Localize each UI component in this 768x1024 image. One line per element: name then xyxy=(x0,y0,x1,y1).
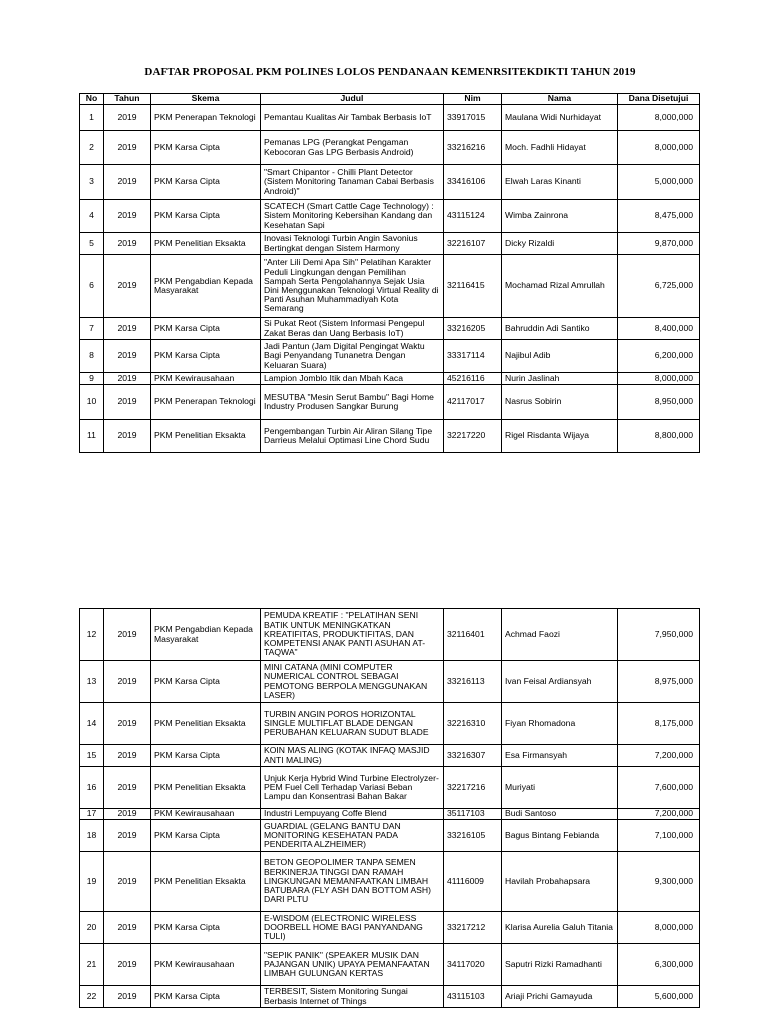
cell-nama: Rigel Risdanta Wijaya xyxy=(502,420,618,453)
table-row xyxy=(80,703,700,745)
cell-judul: "SEPIK PANIK" (SPEAKER MUSIK DAN PAJANGAN UNIK) UPAYA PEMANFAATAN LIMBAH GULUNGAN KERTAS xyxy=(261,944,444,986)
cell-no: 22 xyxy=(80,986,104,1008)
table-row xyxy=(80,944,700,986)
cell-skema: PKM Karsa Cipta xyxy=(151,986,261,1008)
cell-no: 2 xyxy=(80,131,104,165)
cell-judul: E-WISDOM (ELECTRONIC WIRELESS DOORBELL HOME BAGI PANYANDANG TULI) xyxy=(261,912,444,944)
header-no: No xyxy=(80,94,104,105)
cell-skema: PKM Kewirausahaan xyxy=(151,373,261,385)
cell-nim: 41116009 xyxy=(444,852,502,912)
cell-dana: 7,100,000 xyxy=(618,820,700,852)
cell-judul: PEMUDA KREATIF : "PELATIHAN SENI BATIK UNTUK MENINGKATKAN KREATIFITAS, PRODUKTIFITAS, DAN KOMPETENSI ANAK PANTI ASUHAN AT-TAQWA" xyxy=(261,609,444,661)
cell-judul: "Smart Chipantor - Chilli Plant Detector (Sistem Monitoring Tanaman Cabai Berbasis Android)" xyxy=(261,165,444,200)
cell-skema: PKM Penelitian Eksakta xyxy=(151,703,261,745)
table-row xyxy=(80,809,700,820)
table-row xyxy=(80,420,700,453)
cell-tahun: 2019 xyxy=(104,767,151,809)
cell-skema: PKM Penelitian Eksakta xyxy=(151,767,261,809)
cell-nim: 45216116 xyxy=(444,373,502,385)
cell-no: 15 xyxy=(80,745,104,767)
cell-nama: Maulana Widi Nurhidayat xyxy=(502,105,618,131)
cell-judul: MINI CATANA (MINI COMPUTER NUMERICAL CONTROL SEBAGAI PEMOTONG BERPOLA MENGGUNAKAN LASER) xyxy=(261,661,444,703)
cell-dana: 6,200,000 xyxy=(618,340,700,373)
cell-dana: 6,725,000 xyxy=(618,255,700,318)
cell-skema: PKM Karsa Cipta xyxy=(151,340,261,373)
cell-nim: 43115103 xyxy=(444,986,502,1008)
cell-tahun: 2019 xyxy=(104,385,151,420)
cell-skema: PKM Penelitian Eksakta xyxy=(151,852,261,912)
cell-dana: 7,200,000 xyxy=(618,809,700,820)
cell-no: 7 xyxy=(80,318,104,340)
table-row xyxy=(80,745,700,767)
cell-tahun: 2019 xyxy=(104,340,151,373)
cell-tahun: 2019 xyxy=(104,233,151,255)
table-row xyxy=(80,820,700,852)
cell-dana: 8,000,000 xyxy=(618,373,700,385)
cell-tahun: 2019 xyxy=(104,165,151,200)
cell-skema: PKM Karsa Cipta xyxy=(151,820,261,852)
cell-tahun: 2019 xyxy=(104,255,151,318)
table-row xyxy=(80,767,700,809)
cell-judul: KOIN MAS ALING (KOTAK INFAQ MASJID ANTI MALING) xyxy=(261,745,444,767)
table-row xyxy=(80,385,700,420)
cell-skema: PKM Karsa Cipta xyxy=(151,912,261,944)
cell-judul: "Anter Lili Demi Apa Sih" Pelatihan Karakter Peduli Lingkungan dengan Pemilihan Sampah Serta Pengolahannya Sejak Usia Dini Menggunakan Teknologi Virtual Reality di Panti Asuhan Muhammadiyah Kota Semarang xyxy=(261,255,444,318)
cell-dana: 8,475,000 xyxy=(618,200,700,233)
cell-nama: Ivan Feisal Ardiansyah xyxy=(502,661,618,703)
cell-nama: Dicky Rizaldi xyxy=(502,233,618,255)
cell-nama: Najibul Adib xyxy=(502,340,618,373)
cell-tahun: 2019 xyxy=(104,609,151,661)
cell-no: 18 xyxy=(80,820,104,852)
cell-dana: 8,800,000 xyxy=(618,420,700,453)
cell-dana: 8,000,000 xyxy=(618,131,700,165)
cell-tahun: 2019 xyxy=(104,820,151,852)
cell-no: 4 xyxy=(80,200,104,233)
cell-tahun: 2019 xyxy=(104,944,151,986)
cell-judul: TURBIN ANGIN POROS HORIZONTAL SINGLE MULTIFLAT BLADE DENGAN PERUBAHAN KELUARAN SUDUT BLADE xyxy=(261,703,444,745)
table-row xyxy=(80,165,700,200)
cell-nim: 32116415 xyxy=(444,255,502,318)
cell-skema: PKM Penerapan Teknologi xyxy=(151,385,261,420)
cell-dana: 9,300,000 xyxy=(618,852,700,912)
cell-dana: 8,950,000 xyxy=(618,385,700,420)
cell-tahun: 2019 xyxy=(104,912,151,944)
cell-no: 12 xyxy=(80,609,104,661)
cell-no: 9 xyxy=(80,373,104,385)
cell-no: 19 xyxy=(80,852,104,912)
table-row xyxy=(80,986,700,1008)
table-row xyxy=(80,912,700,944)
cell-nim: 32217220 xyxy=(444,420,502,453)
cell-judul: SCATECH (Smart Cattle Cage Technology) : Sistem Monitoring Kebersihan Kandang dan Kesehatan Sapi xyxy=(261,200,444,233)
cell-judul: TERBESIT, Sistem Monitoring Sungai Berbasis Internet of Things xyxy=(261,986,444,1008)
cell-judul: MESUTBA "Mesin Serut Bambu" Bagi Home Industry Produsen Sangkar Burung xyxy=(261,385,444,420)
header-nim: Nim xyxy=(444,94,502,105)
cell-dana: 5,600,000 xyxy=(618,986,700,1008)
cell-judul: Jadi Pantun (Jam Digital Pengingat Waktu Bagi Penyandang Tunanetra Dengan Keluaran Suara) xyxy=(261,340,444,373)
cell-tahun: 2019 xyxy=(104,318,151,340)
cell-nim: 32116401 xyxy=(444,609,502,661)
table-row xyxy=(80,105,700,131)
cell-nim: 32216107 xyxy=(444,233,502,255)
cell-dana: 8,975,000 xyxy=(618,661,700,703)
cell-no: 10 xyxy=(80,385,104,420)
cell-judul: Unjuk Kerja Hybrid Wind Turbine Electrolyzer- PEM Fuel Cell Terhadap Variasi Beban Lampu dan Konsentrasi Bahan Bakar xyxy=(261,767,444,809)
cell-skema: PKM Penelitian Eksakta xyxy=(151,420,261,453)
cell-no: 21 xyxy=(80,944,104,986)
cell-dana: 5,000,000 xyxy=(618,165,700,200)
cell-skema: PKM Karsa Cipta xyxy=(151,165,261,200)
table-row xyxy=(80,255,700,318)
cell-skema: PKM Pengabdian Kepada Masyarakat xyxy=(151,255,261,318)
cell-nama: Nurin Jaslinah xyxy=(502,373,618,385)
cell-judul: Pengembangan Turbin Air Aliran Silang Tipe Darrieus Melalui Optimasi Line Chord Sudu xyxy=(261,420,444,453)
cell-skema: PKM Karsa Cipta xyxy=(151,745,261,767)
cell-nama: Saputri Rizki Ramadhanti xyxy=(502,944,618,986)
table-row xyxy=(80,200,700,233)
cell-tahun: 2019 xyxy=(104,745,151,767)
cell-no: 14 xyxy=(80,703,104,745)
cell-nim: 33217212 xyxy=(444,912,502,944)
cell-nama: Muriyati xyxy=(502,767,618,809)
cell-judul: Pemantau Kualitas Air Tambak Berbasis IoT xyxy=(261,105,444,131)
cell-nim: 32216310 xyxy=(444,703,502,745)
cell-nim: 33416106 xyxy=(444,165,502,200)
cell-nama: Klarisa Aurelia Galuh Titania xyxy=(502,912,618,944)
cell-skema: PKM Penelitian Eksakta xyxy=(151,233,261,255)
table-row xyxy=(80,852,700,912)
cell-tahun: 2019 xyxy=(104,661,151,703)
header-nama: Nama xyxy=(502,94,618,105)
cell-nama: Bagus Bintang Febianda xyxy=(502,820,618,852)
cell-nama: Esa Firmansyah xyxy=(502,745,618,767)
cell-no: 13 xyxy=(80,661,104,703)
cell-nim: 33216205 xyxy=(444,318,502,340)
cell-tahun: 2019 xyxy=(104,131,151,165)
cell-no: 1 xyxy=(80,105,104,131)
header-dana: Dana Disetujui xyxy=(618,94,700,105)
cell-dana: 8,175,000 xyxy=(618,703,700,745)
cell-skema: PKM Pengabdian Kepada Masyarakat xyxy=(151,609,261,661)
table-row xyxy=(80,318,700,340)
cell-dana: 7,200,000 xyxy=(618,745,700,767)
cell-nama: Budi Santoso xyxy=(502,809,618,820)
cell-dana: 8,400,000 xyxy=(618,318,700,340)
cell-nim: 33216216 xyxy=(444,131,502,165)
cell-tahun: 2019 xyxy=(104,420,151,453)
cell-skema: PKM Penerapan Teknologi xyxy=(151,105,261,131)
cell-judul: Si Pukat Reot (Sistem Informasi Pengepul Zakat Beras dan Uang Berbasis IoT) xyxy=(261,318,444,340)
cell-no: 6 xyxy=(80,255,104,318)
cell-nim: 33317114 xyxy=(444,340,502,373)
cell-dana: 7,950,000 xyxy=(618,609,700,661)
cell-skema: PKM Kewirausahaan xyxy=(151,809,261,820)
cell-nama: Bahruddin Adi Santiko xyxy=(502,318,618,340)
cell-skema: PKM Karsa Cipta xyxy=(151,200,261,233)
cell-tahun: 2019 xyxy=(104,373,151,385)
header-skema: Skema xyxy=(151,94,261,105)
cell-judul: Pemanas LPG (Perangkat Pengaman Kebocoran Gas LPG Berbasis Android) xyxy=(261,131,444,165)
table-row xyxy=(80,340,700,373)
cell-nama: Ariaji Prichi Gamayuda xyxy=(502,986,618,1008)
cell-tahun: 2019 xyxy=(104,200,151,233)
cell-skema: PKM Karsa Cipta xyxy=(151,318,261,340)
cell-nim: 33216307 xyxy=(444,745,502,767)
cell-nim: 33216105 xyxy=(444,820,502,852)
cell-nim: 42117017 xyxy=(444,385,502,420)
cell-no: 3 xyxy=(80,165,104,200)
cell-judul: BETON GEOPOLIMER TANPA SEMEN BERKINERJA TINGGI DAN RAMAH LINGKUNGAN MEMANFAATKAN LIMBAH BATUBARA (FLY ASH DAN BOTTOM ASH) DARI PLTU xyxy=(261,852,444,912)
cell-judul: Industri Lempuyang Coffe Blend xyxy=(261,809,444,820)
table-row xyxy=(80,233,700,255)
cell-nim: 34117020 xyxy=(444,944,502,986)
cell-nim: 43115124 xyxy=(444,200,502,233)
cell-nama: Nasrus Sobirin xyxy=(502,385,618,420)
cell-nim: 33917015 xyxy=(444,105,502,131)
cell-nama: Achmad Faozi xyxy=(502,609,618,661)
document-title: DAFTAR PROPOSAL PKM POLINES LOLOS PENDANAAN KEMENRSITEKDIKTI TAHUN 2019 xyxy=(144,66,636,78)
cell-nim: 33216113 xyxy=(444,661,502,703)
cell-tahun: 2019 xyxy=(104,852,151,912)
cell-no: 5 xyxy=(80,233,104,255)
cell-dana: 9,870,000 xyxy=(618,233,700,255)
cell-nim: 35117103 xyxy=(444,809,502,820)
cell-tahun: 2019 xyxy=(104,105,151,131)
cell-no: 16 xyxy=(80,767,104,809)
cell-tahun: 2019 xyxy=(104,986,151,1008)
cell-judul: GUARDIAL (GELANG BANTU DAN MONITORING KESEHATAN PADA PENDERITA ALZHEIMER) xyxy=(261,820,444,852)
cell-no: 8 xyxy=(80,340,104,373)
cell-dana: 6,300,000 xyxy=(618,944,700,986)
cell-judul: Lampion Jomblo Itik dan Mbah Kaca xyxy=(261,373,444,385)
header-tahun: Tahun xyxy=(104,94,151,105)
cell-nama: Moch. Fadhli Hidayat xyxy=(502,131,618,165)
cell-nama: Fiyan Rhomadona xyxy=(502,703,618,745)
cell-nama: Havilah Probahapsara xyxy=(502,852,618,912)
table-header-row xyxy=(80,94,700,105)
table-row xyxy=(80,609,700,661)
cell-dana: 7,600,000 xyxy=(618,767,700,809)
cell-nama: Wimba Zainrona xyxy=(502,200,618,233)
proposal-table-part-2 xyxy=(79,608,700,1008)
cell-skema: PKM Kewirausahaan xyxy=(151,944,261,986)
cell-nim: 32217216 xyxy=(444,767,502,809)
cell-dana: 8,000,000 xyxy=(618,105,700,131)
cell-dana: 8,000,000 xyxy=(618,912,700,944)
cell-no: 20 xyxy=(80,912,104,944)
cell-no: 11 xyxy=(80,420,104,453)
table-row xyxy=(80,661,700,703)
header-judul: Judul xyxy=(261,94,444,105)
cell-tahun: 2019 xyxy=(104,703,151,745)
proposal-table-part-1 xyxy=(79,93,700,453)
cell-no: 17 xyxy=(80,809,104,820)
cell-skema: PKM Karsa Cipta xyxy=(151,661,261,703)
cell-judul: Inovasi Teknologi Turbin Angin Savonius Bertingkat dengan Sistem Harmony xyxy=(261,233,444,255)
table-row xyxy=(80,131,700,165)
cell-skema: PKM Karsa Cipta xyxy=(151,131,261,165)
cell-nama: Elwah Laras Kinanti xyxy=(502,165,618,200)
cell-nama: Mochamad Rizal Amrullah xyxy=(502,255,618,318)
cell-tahun: 2019 xyxy=(104,809,151,820)
table-row xyxy=(80,373,700,385)
